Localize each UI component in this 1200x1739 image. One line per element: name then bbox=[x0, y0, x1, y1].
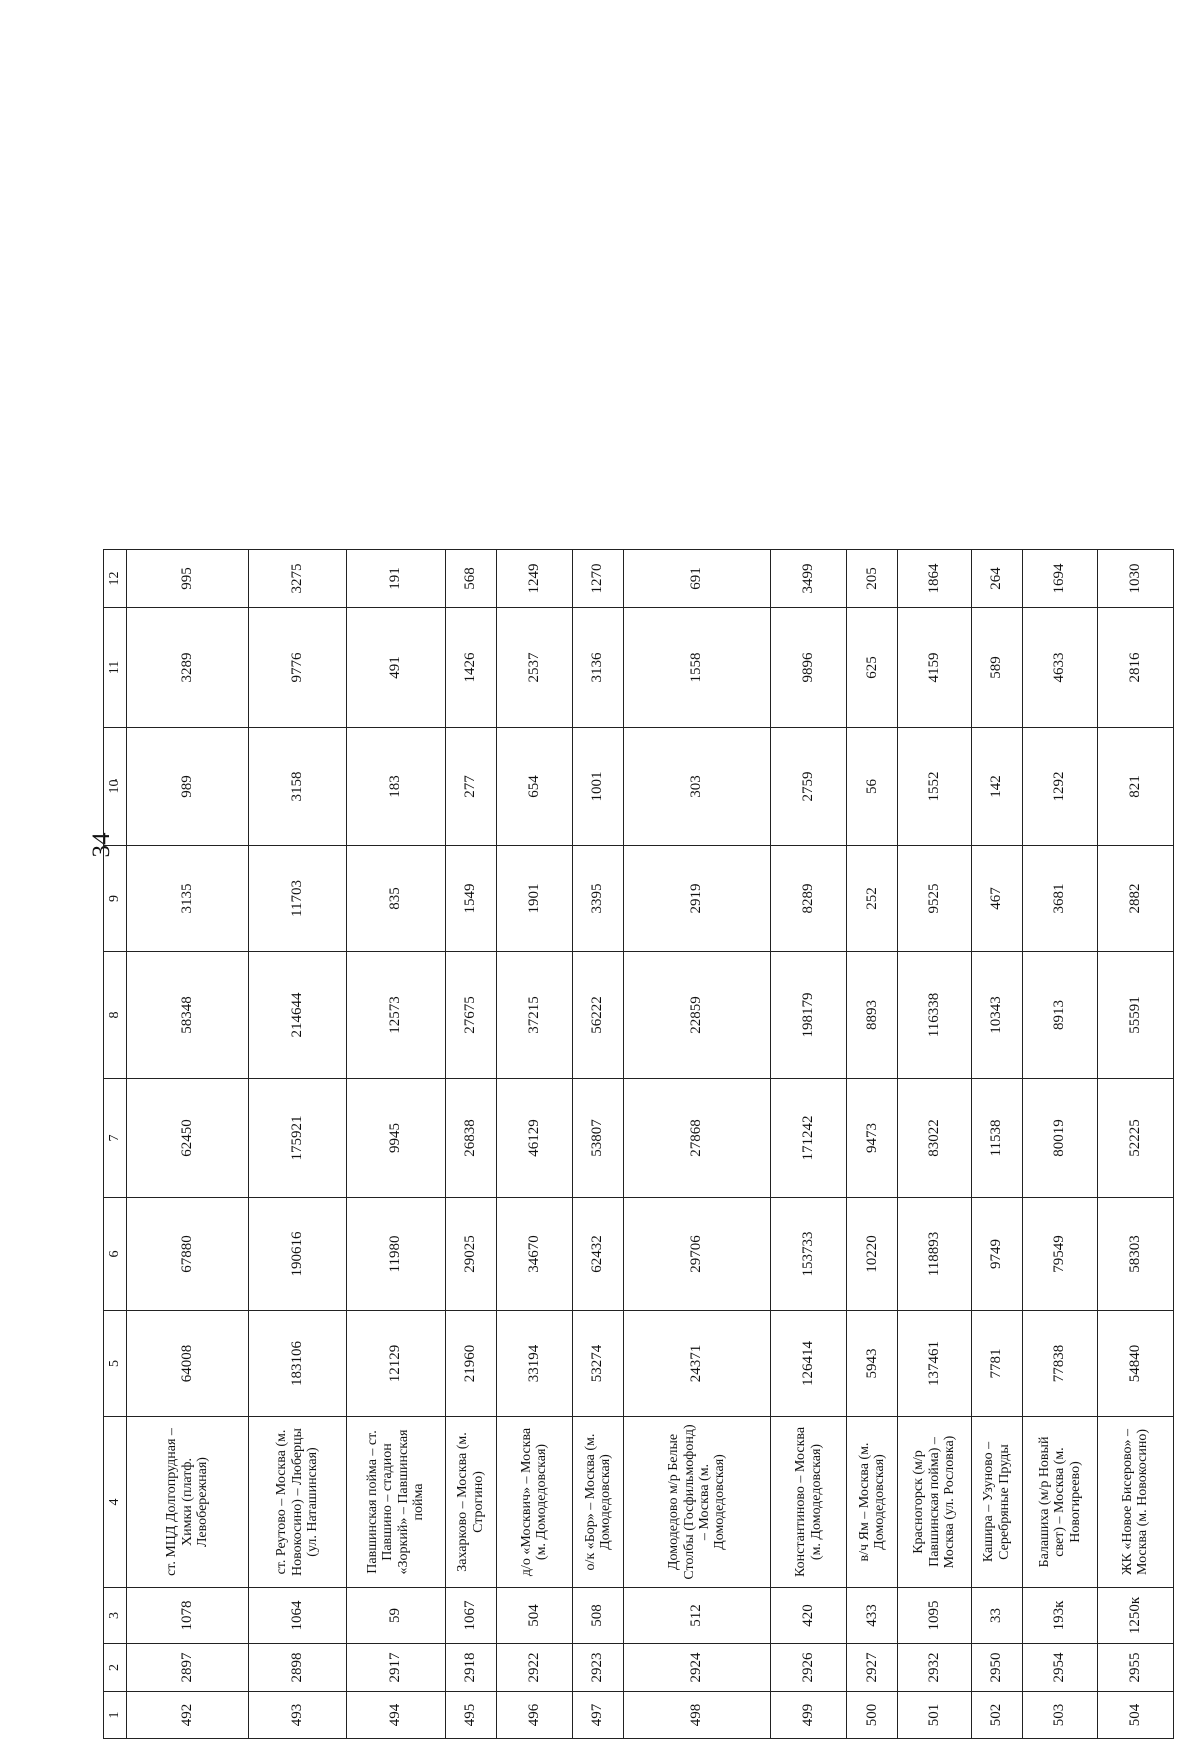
table-cell: 277 bbox=[445, 728, 496, 846]
table-body bbox=[127, 550, 1174, 1739]
table-cell: 492 bbox=[127, 1692, 249, 1739]
table-cell: 654 bbox=[496, 728, 572, 846]
table-cell: 214644 bbox=[248, 952, 346, 1079]
table-cell: 3158 bbox=[248, 728, 346, 846]
table-cell: 2932 bbox=[898, 1644, 971, 1692]
table-cell: 37215 bbox=[496, 952, 572, 1079]
route-table-container bbox=[103, 563, 1174, 1739]
table-cell: 420 bbox=[770, 1588, 846, 1644]
table-cell: 83022 bbox=[898, 1079, 971, 1198]
table-cell: 821 bbox=[1097, 728, 1173, 846]
col-header: 12 bbox=[104, 550, 127, 608]
table-cell: 494 bbox=[347, 1692, 445, 1739]
table-row bbox=[770, 550, 846, 1739]
table-cell: 2897 bbox=[127, 1644, 249, 1692]
table-row bbox=[624, 550, 771, 1739]
table-cell: 26838 bbox=[445, 1079, 496, 1198]
table-cell: 52225 bbox=[1097, 1079, 1173, 1198]
table-cell: 56 bbox=[847, 728, 898, 846]
col-header: 4 bbox=[104, 1417, 127, 1588]
table-cell: 116338 bbox=[898, 952, 971, 1079]
table-cell: 5943 bbox=[847, 1311, 898, 1417]
table-row bbox=[847, 550, 898, 1739]
table-cell: 498 bbox=[624, 1692, 771, 1739]
table-cell: 1901 bbox=[496, 846, 572, 952]
table-cell: 12129 bbox=[347, 1311, 445, 1417]
route-name-cell: д/о «Москвич» – Москва (м. Домодедовская) bbox=[496, 1417, 572, 1588]
table-cell: 126414 bbox=[770, 1311, 846, 1417]
table-cell: 21960 bbox=[445, 1311, 496, 1417]
table-cell: 303 bbox=[624, 728, 771, 846]
table-cell: 3395 bbox=[572, 846, 623, 952]
table-cell: 56222 bbox=[572, 952, 623, 1079]
table-cell: 1864 bbox=[898, 550, 971, 608]
table-cell: 491 bbox=[347, 608, 445, 728]
table-cell: 29706 bbox=[624, 1198, 771, 1311]
table-cell: 11703 bbox=[248, 846, 346, 952]
table-cell: 504 bbox=[496, 1588, 572, 1644]
table-cell: 9945 bbox=[347, 1079, 445, 1198]
table-cell: 9896 bbox=[770, 608, 846, 728]
table-cell: 205 bbox=[847, 550, 898, 608]
table-cell: 433 bbox=[847, 1588, 898, 1644]
table-cell: 512 bbox=[624, 1588, 771, 1644]
route-name-cell: ст. Реутово – Москва (м. Новокосино) – Люберцы (ул. Наташинская) bbox=[248, 1417, 346, 1588]
table-cell: 67880 bbox=[127, 1198, 249, 1311]
table-cell: 496 bbox=[496, 1692, 572, 1739]
table-cell: 191 bbox=[347, 550, 445, 608]
table-cell: 589 bbox=[971, 608, 1022, 728]
table-cell: 10343 bbox=[971, 952, 1022, 1079]
route-name-cell: в/ч Ям – Москва (м. Домодедовская) bbox=[847, 1417, 898, 1588]
table-cell: 4159 bbox=[898, 608, 971, 728]
table-cell: 193к bbox=[1022, 1588, 1097, 1644]
table-cell: 1064 bbox=[248, 1588, 346, 1644]
table-cell: 495 bbox=[445, 1692, 496, 1739]
table-cell: 252 bbox=[847, 846, 898, 952]
table-cell: 1694 bbox=[1022, 550, 1097, 608]
table-cell: 989 bbox=[127, 728, 249, 846]
route-name-cell: Захарково – Москва (м. Строгино) bbox=[445, 1417, 496, 1588]
table-cell: 183106 bbox=[248, 1311, 346, 1417]
table-cell: 9749 bbox=[971, 1198, 1022, 1311]
table-cell: 55591 bbox=[1097, 952, 1173, 1079]
table-cell: 7781 bbox=[971, 1311, 1022, 1417]
table-cell: 2816 bbox=[1097, 608, 1173, 728]
table-cell: 137461 bbox=[898, 1311, 971, 1417]
table-cell: 1426 bbox=[445, 608, 496, 728]
table-cell: 502 bbox=[971, 1692, 1022, 1739]
table-cell: 64008 bbox=[127, 1311, 249, 1417]
table-cell: 59 bbox=[347, 1588, 445, 1644]
table-cell: 1067 bbox=[445, 1588, 496, 1644]
table-cell: 493 bbox=[248, 1692, 346, 1739]
table-row bbox=[572, 550, 623, 1739]
table-cell: 503 bbox=[1022, 1692, 1097, 1739]
table-cell: 33194 bbox=[496, 1311, 572, 1417]
col-header: 11 bbox=[104, 608, 127, 728]
col-header: 7 bbox=[104, 1079, 127, 1198]
table-cell: 198179 bbox=[770, 952, 846, 1079]
route-name-cell: о/к «Бор» – Москва (м. Домодедовская) bbox=[572, 1417, 623, 1588]
table-cell: 1558 bbox=[624, 608, 771, 728]
table-cell: 499 bbox=[770, 1692, 846, 1739]
table-cell: 691 bbox=[624, 550, 771, 608]
table-cell: 2923 bbox=[572, 1644, 623, 1692]
route-name-cell: Красногорск (м/р Павшинская пойма) – Москва (ул. Рословка) bbox=[898, 1417, 971, 1588]
table-cell: 27868 bbox=[624, 1079, 771, 1198]
table-cell: 2950 bbox=[971, 1644, 1022, 1692]
table-row bbox=[347, 550, 445, 1739]
table-cell: 118893 bbox=[898, 1198, 971, 1311]
table-cell: 33 bbox=[971, 1588, 1022, 1644]
table-cell: 29025 bbox=[445, 1198, 496, 1311]
table-cell: 2918 bbox=[445, 1644, 496, 1692]
table-cell: 12573 bbox=[347, 952, 445, 1079]
table-cell: 3135 bbox=[127, 846, 249, 952]
table-cell: 497 bbox=[572, 1692, 623, 1739]
table-cell: 1249 bbox=[496, 550, 572, 608]
col-header: 8 bbox=[104, 952, 127, 1079]
table-cell: 8913 bbox=[1022, 952, 1097, 1079]
route-table bbox=[103, 549, 1174, 1739]
table-cell: 62450 bbox=[127, 1079, 249, 1198]
col-header: 10 bbox=[104, 728, 127, 846]
route-name-cell: ст. МЦД Долгопрудная – Химки (платф. Левобережная) bbox=[127, 1417, 249, 1588]
table-cell: 264 bbox=[971, 550, 1022, 608]
table-row bbox=[1097, 550, 1173, 1739]
table-cell: 501 bbox=[898, 1692, 971, 1739]
table-cell: 27675 bbox=[445, 952, 496, 1079]
table-cell: 142 bbox=[971, 728, 1022, 846]
table-cell: 1078 bbox=[127, 1588, 249, 1644]
table-cell: 625 bbox=[847, 608, 898, 728]
table-cell: 467 bbox=[971, 846, 1022, 952]
table-row bbox=[248, 550, 346, 1739]
route-name-cell: Домодедово м/р Белые Столбы (Госфильмофонд) – Москва (м. Домодедовская) bbox=[624, 1417, 771, 1588]
col-header: 6 bbox=[104, 1198, 127, 1311]
table-cell: 3136 bbox=[572, 608, 623, 728]
col-header: 5 bbox=[104, 1311, 127, 1417]
header-row bbox=[104, 550, 127, 1739]
table-cell: 80019 bbox=[1022, 1079, 1097, 1198]
table-cell: 2954 bbox=[1022, 1644, 1097, 1692]
col-header: 1 bbox=[104, 1692, 127, 1739]
table-cell: 9525 bbox=[898, 846, 971, 952]
table-cell: 53274 bbox=[572, 1311, 623, 1417]
table-cell: 1292 bbox=[1022, 728, 1097, 846]
table-cell: 3289 bbox=[127, 608, 249, 728]
table-row bbox=[496, 550, 572, 1739]
table-cell: 4633 bbox=[1022, 608, 1097, 728]
table-cell: 995 bbox=[127, 550, 249, 608]
route-name-cell: Кашира – Узуново – Серебряные Пруды bbox=[971, 1417, 1022, 1588]
table-cell: 24371 bbox=[624, 1311, 771, 1417]
table-cell: 79549 bbox=[1022, 1198, 1097, 1311]
col-header: 3 bbox=[104, 1588, 127, 1644]
table-cell: 2759 bbox=[770, 728, 846, 846]
table-cell: 190616 bbox=[248, 1198, 346, 1311]
table-cell: 3681 bbox=[1022, 846, 1097, 952]
table-cell: 835 bbox=[347, 846, 445, 952]
table-cell: 58348 bbox=[127, 952, 249, 1079]
table-cell: 11980 bbox=[347, 1198, 445, 1311]
col-header: 2 bbox=[104, 1644, 127, 1692]
table-cell: 508 bbox=[572, 1588, 623, 1644]
table-cell: 22859 bbox=[624, 952, 771, 1079]
table-cell: 77838 bbox=[1022, 1311, 1097, 1417]
route-name-cell: ЖК «Новое Бисерово» – Москва (м. Новокосино) bbox=[1097, 1417, 1173, 1588]
table-cell: 8289 bbox=[770, 846, 846, 952]
route-name-cell: Павшинская пойма – ст. Павшино – стадион «Зоркий» – Павшинская пойма bbox=[347, 1417, 445, 1588]
table-cell: 62432 bbox=[572, 1198, 623, 1311]
table-cell: 2926 bbox=[770, 1644, 846, 1692]
table-cell: 10220 bbox=[847, 1198, 898, 1311]
table-cell: 2922 bbox=[496, 1644, 572, 1692]
table-cell: 500 bbox=[847, 1692, 898, 1739]
table-cell: 171242 bbox=[770, 1079, 846, 1198]
table-cell: 183 bbox=[347, 728, 445, 846]
table-cell: 9776 bbox=[248, 608, 346, 728]
table-row bbox=[127, 550, 249, 1739]
table-cell: 504 bbox=[1097, 1692, 1173, 1739]
table-cell: 1549 bbox=[445, 846, 496, 952]
table-cell: 9473 bbox=[847, 1079, 898, 1198]
table-cell: 1001 bbox=[572, 728, 623, 846]
table-cell: 54840 bbox=[1097, 1311, 1173, 1417]
table-cell: 1270 bbox=[572, 550, 623, 608]
table-cell: 2927 bbox=[847, 1644, 898, 1692]
table-cell: 1095 bbox=[898, 1588, 971, 1644]
table-row bbox=[1022, 550, 1097, 1739]
table-cell: 1030 bbox=[1097, 550, 1173, 608]
table-cell: 2924 bbox=[624, 1644, 771, 1692]
table-cell: 175921 bbox=[248, 1079, 346, 1198]
table-cell: 58303 bbox=[1097, 1198, 1173, 1311]
table-cell: 2537 bbox=[496, 608, 572, 728]
col-header: 9 bbox=[104, 846, 127, 952]
table-cell: 568 bbox=[445, 550, 496, 608]
table-cell: 53807 bbox=[572, 1079, 623, 1198]
table-cell: 3275 bbox=[248, 550, 346, 608]
table-row bbox=[898, 550, 971, 1739]
table-cell: 8893 bbox=[847, 952, 898, 1079]
table-row bbox=[971, 550, 1022, 1739]
route-name-cell: Константиново – Москва (м. Домодедовская) bbox=[770, 1417, 846, 1588]
table-cell: 34670 bbox=[496, 1198, 572, 1311]
table-row bbox=[445, 550, 496, 1739]
table-cell: 2955 bbox=[1097, 1644, 1173, 1692]
table-cell: 1552 bbox=[898, 728, 971, 846]
table-cell: 1250к bbox=[1097, 1588, 1173, 1644]
route-name-cell: Балашиха (м/р Новый свет) – Москва (м. Новогиреево) bbox=[1022, 1417, 1097, 1588]
table-cell: 3499 bbox=[770, 550, 846, 608]
table-cell: 11538 bbox=[971, 1079, 1022, 1198]
table-cell: 2882 bbox=[1097, 846, 1173, 952]
table-cell: 46129 bbox=[496, 1079, 572, 1198]
table-cell: 2898 bbox=[248, 1644, 346, 1692]
table-cell: 2919 bbox=[624, 846, 771, 952]
page-number: 34 bbox=[88, 832, 115, 858]
table-cell: 153733 bbox=[770, 1198, 846, 1311]
table-cell: 2917 bbox=[347, 1644, 445, 1692]
